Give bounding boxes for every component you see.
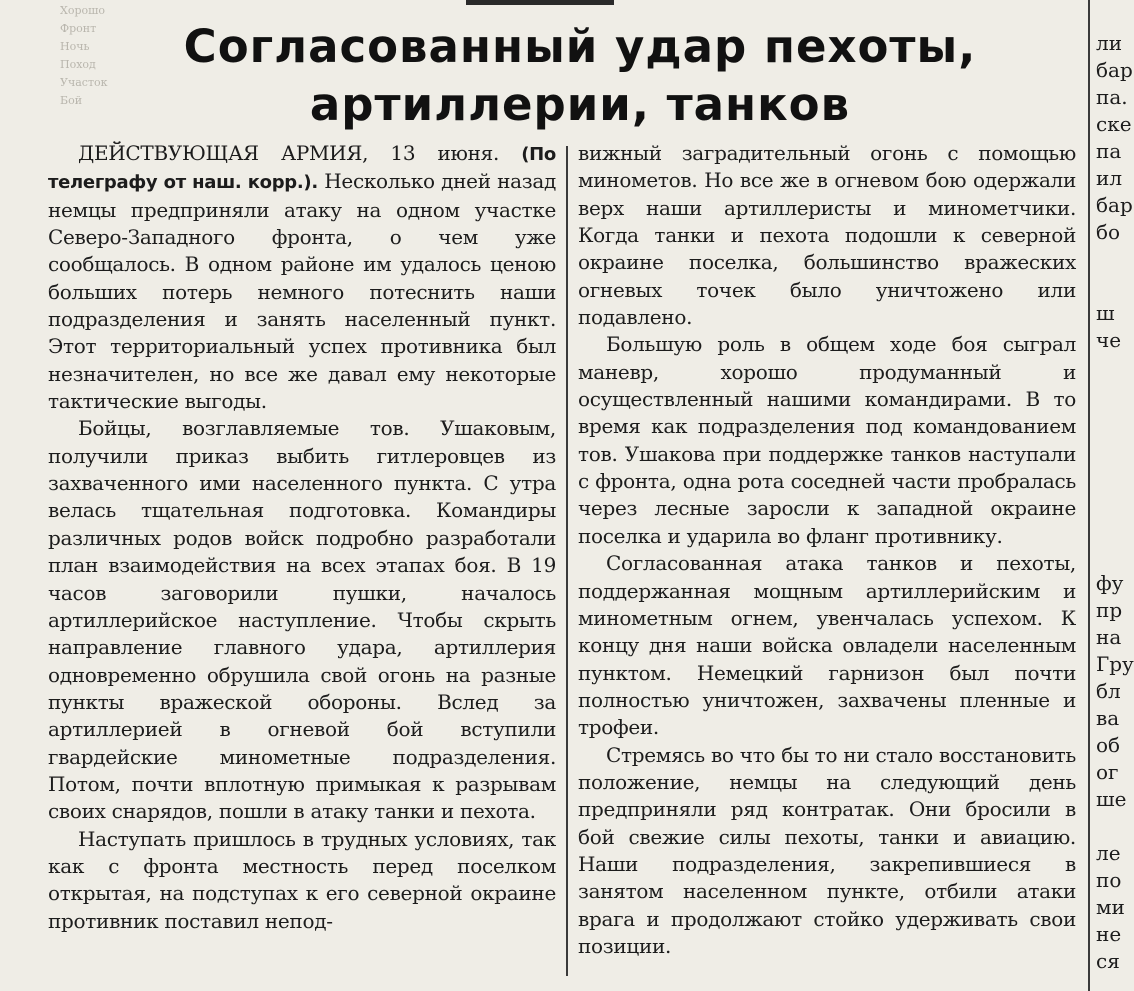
faded-line: Фронт	[60, 22, 97, 35]
faded-line: Бой	[60, 94, 83, 107]
fragment-line: ли	[1096, 31, 1123, 55]
column-divider	[566, 146, 568, 976]
fragment-line	[1096, 408, 1127, 435]
fragment-line	[1096, 273, 1127, 300]
fragment-line	[1096, 435, 1127, 462]
headline-line-2: артиллерии, танков	[309, 78, 851, 131]
fragment-line: па.	[1096, 85, 1128, 109]
article-column-2	[578, 140, 1076, 960]
fragment-line: не	[1096, 922, 1122, 946]
fragment-line	[1096, 246, 1127, 273]
article-paragraph	[48, 140, 556, 415]
fragment-line	[1096, 813, 1127, 840]
fragment-line: бл	[1096, 679, 1121, 703]
fragment-line	[1096, 489, 1127, 516]
top-rule	[466, 0, 614, 5]
faded-line: Участок	[60, 76, 108, 89]
fragment-line: бар	[1096, 193, 1133, 217]
source-credit: (По телеграфу от наш. корр.).	[48, 144, 556, 194]
fragment-line: ле	[1096, 841, 1121, 865]
dateline: ДЕЙСТВУЮЩАЯ АРМИЯ, 13 июня.	[78, 141, 500, 165]
fragment-line: ся	[1096, 949, 1120, 973]
adjacent-column-fragment	[1096, 0, 1134, 991]
article-paragraph: Согласованная атака танков и пехоты, поддержанная мощным артиллерийским и минометным огнем, увенчалась успехом. К концу дня наши войска овладели населенным пунктом. Немецкий гарнизон был почти полностью уничтожен, захвачены пленные и трофеи.	[578, 551, 1076, 740]
fragment-line: по	[1096, 868, 1122, 892]
fragment-line: ва	[1096, 706, 1120, 730]
fragment-line: ог	[1096, 760, 1119, 784]
fragment-line: Гру	[1096, 652, 1134, 676]
fragment-line: пр	[1096, 598, 1123, 622]
fragment-line: ш	[1096, 301, 1115, 325]
fragment-line: ске	[1096, 112, 1132, 136]
fragment-line	[1096, 516, 1127, 543]
fragment-line: на	[1096, 625, 1122, 649]
faded-line: Поход	[60, 58, 96, 71]
fragment-line: ил	[1096, 166, 1123, 190]
fragment-line: фу	[1096, 571, 1124, 595]
headline	[150, 18, 1010, 134]
fragment-line	[1096, 462, 1127, 489]
fragment-line: бо	[1096, 220, 1121, 244]
fragment-line	[1096, 354, 1127, 381]
fragment-line	[1096, 543, 1127, 570]
faded-line: Хорошо	[60, 4, 105, 17]
fragment-line	[1096, 381, 1127, 408]
article-paragraph: вижный заградительный огонь с помощью минометов. Но все же в огневом бою одержали верх наши артиллеристы и минометчики. Когда танки и пехота подошли к северной окраине поселка, большинство вражеских огневых точек было уничтожено или подавлено.	[578, 141, 1076, 330]
fragment-line: че	[1096, 328, 1122, 352]
column-divider-right	[1088, 0, 1090, 991]
article-column-1	[48, 140, 556, 935]
fragment-line: об	[1096, 733, 1121, 757]
fragment-line: ми	[1096, 895, 1125, 919]
headline-line-1: Согласованный удар пехоты,	[183, 20, 977, 73]
fragment-line: бар	[1096, 58, 1133, 82]
paragraph-text: Несколько дней назад немцы предприняли атаку на одном участке Северо-Западного фронта, о чем уже сообщалось. В одном районе им удалось ценою больших потерь немного потеснить наши подразделения и занять населенный пункт. Этот территориальный успех противника был незначителен, но все же давал ему некоторые тактические выгоды.	[48, 169, 556, 414]
fragment-line: па	[1096, 139, 1122, 163]
article-paragraph: Стремясь во что бы то ни стало восстановить положение, немцы на следующий день предприняли ряд контратак. Они бросили в бой свежие силы пехоты, танки и авиацию. Наши подразделения, закрепившиеся в занятом населенном пункте, отбили атаки врага и продолжают стойко удерживать свои позиции.	[578, 742, 1076, 958]
article-paragraph: Бойцы, возглавляемые тов. Ушаковым, получили приказ выбить гитлеровцев из захваченного ими населенного пункта. С утра велась тщательная подготовка. Командиры различных родов войск подробно разработали план взаимодействия на всех этапах боя. В 19 часов заговорили пушки, началось артиллерийское наступление. Чтобы скрыть направление главного удара, артиллерия одновременно обрушила свой огонь на разные пункты вражеской обороны. Вслед за артиллерией в огневой бой вступили гвардейские минометные подразделения. Потом, почти вплотную примыкая к разрывам своих снарядов, пошли в атаку танки и пехота.	[48, 416, 556, 824]
fragment-line: ше	[1096, 787, 1127, 811]
faded-line: Ночь	[60, 40, 90, 53]
article-paragraph: Большую роль в общем ходе боя сыграл маневр, хорошо продуманный и осуществленный нашими командирами. В то время как подразделения под командованием тов. Ушакова при поддержке танков наступали с фронта, одна рота соседней части пробралась через лесные заросли к западной окраине поселка и ударила во фланг противнику.	[578, 332, 1076, 548]
article-paragraph: Наступать пришлось в трудных условиях, так как с фронта местность перед поселком открытая, на подступах к его северной окраине противник поставил непод-	[48, 826, 556, 933]
